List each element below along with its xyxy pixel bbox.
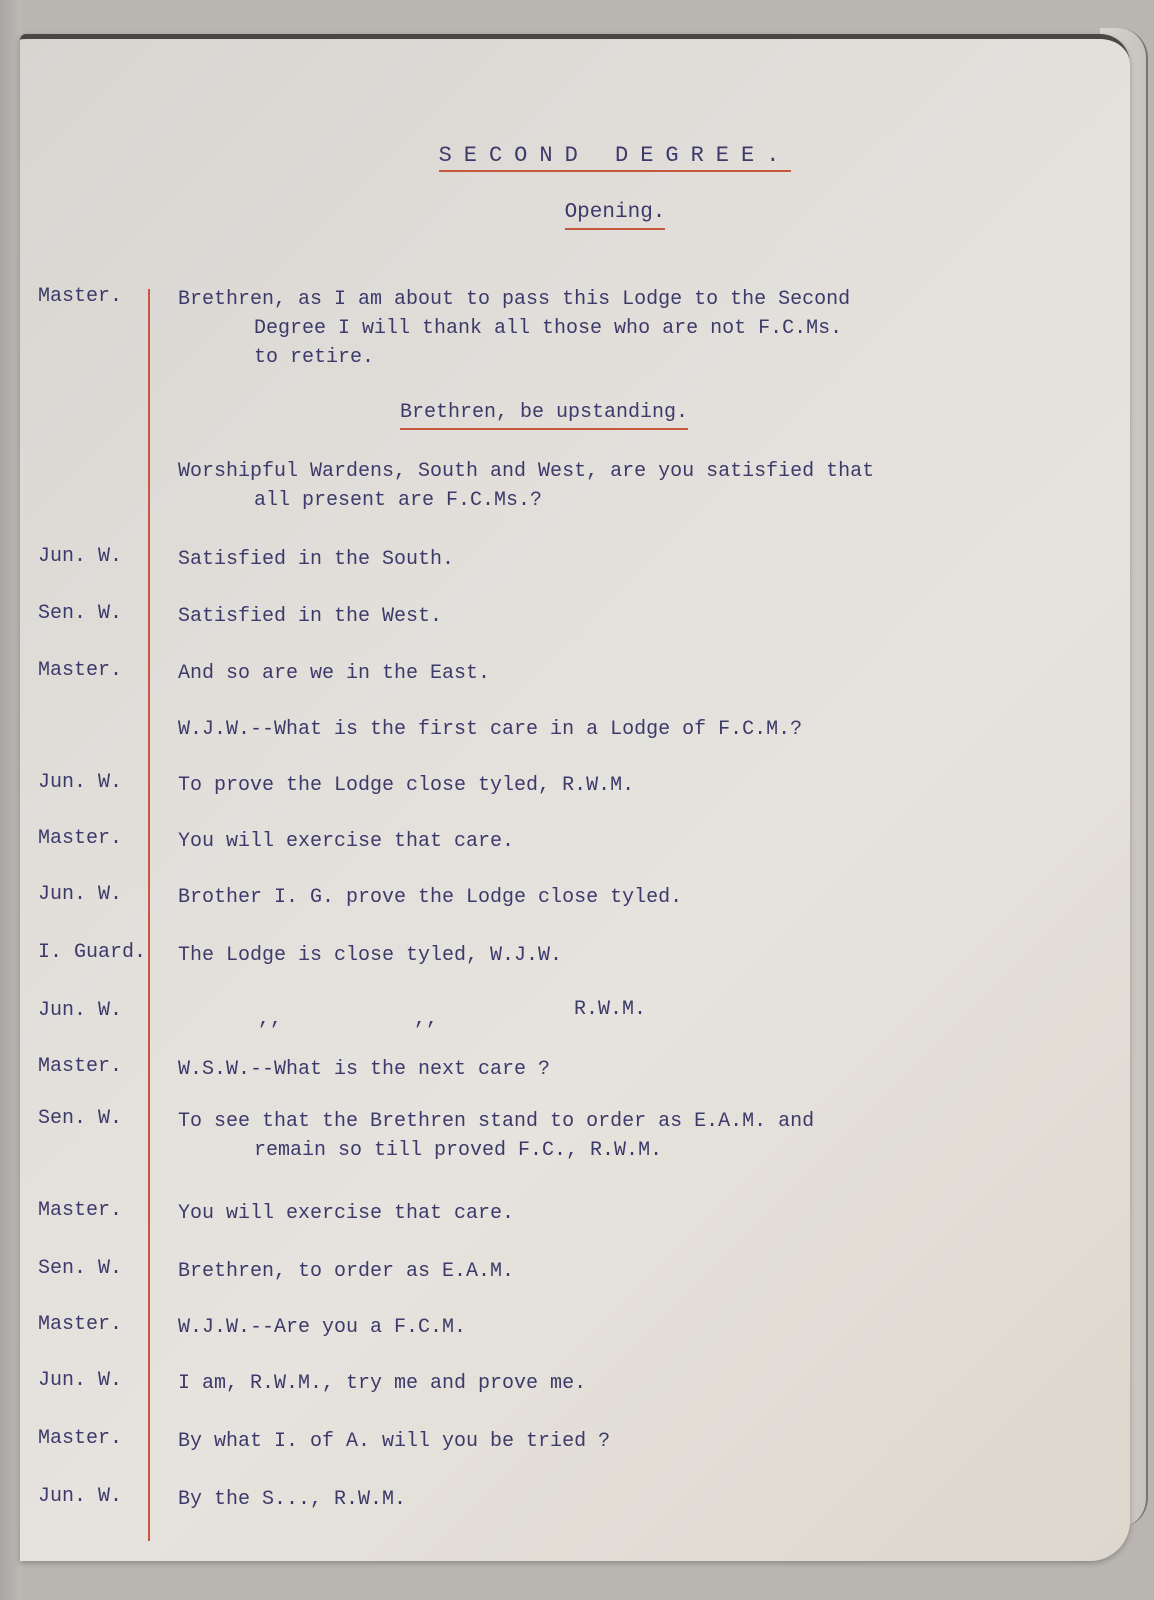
section-subtitle: Opening. [20, 201, 1154, 230]
ditto-mark: ,, [414, 1008, 439, 1031]
speech-text: Brethren, to order as E.A.M. [178, 1260, 515, 1283]
speech-text: Brethren, as I am about to pass this Lodge to the Second Degree I will thank all those who are not F.C.Ms. to retire. [178, 288, 851, 369]
speaker-label: Jun. W. [38, 1369, 123, 1392]
speaker-label: Jun. W. [38, 999, 123, 1022]
speaker-label: Master. [38, 659, 123, 682]
speaker-label: Master. [38, 1313, 123, 1336]
speech-text: To see that the Brethren stand to order as E.A.M. and remain so till proved F.C., R.W.M. [178, 1110, 815, 1162]
speaker-label: Master. [38, 285, 123, 308]
speech-text: You will exercise that care. [178, 1202, 515, 1225]
speaker-label: Jun. W. [38, 883, 123, 906]
ditto-mark: ,, [258, 1008, 283, 1031]
speaker-label: Jun. W. [38, 771, 123, 794]
speaker-label: Jun. W. [38, 545, 123, 568]
margin-rule [148, 289, 150, 1541]
page-title: SECOND DEGREE. [20, 143, 1154, 172]
speech-text: I am, R.W.M., try me and prove me. [178, 1372, 587, 1395]
speaker-label: Master. [38, 1199, 123, 1222]
speaker-label: Sen. W. [38, 602, 123, 625]
speech-text: By what I. of A. will you be tried ? [178, 1430, 611, 1453]
speaker-label: Master. [38, 1427, 123, 1450]
speech-text: To prove the Lodge close tyled, R.W.M. [178, 774, 635, 797]
speech-text: The Lodge is close tyled, W.J.W. [178, 944, 563, 967]
speech-text: Satisfied in the West. [178, 605, 443, 628]
speaker-label: I. Guard. [38, 941, 147, 964]
speaker-label: Jun. W. [38, 1485, 123, 1508]
ditto-suffix: R.W.M. [574, 998, 647, 1021]
speech-text: Satisfied in the South. [178, 548, 455, 571]
speaker-label: Master. [38, 1055, 123, 1078]
speech-text: W.J.W.--What is the first care in a Lodge of F.C.M.? [178, 718, 803, 741]
backdrop [0, 0, 22, 1600]
speech-text: W.S.W.--What is the next care ? [178, 1058, 551, 1081]
upstanding-heading: Brethren, be upstanding. [400, 401, 688, 430]
speaker-label: Sen. W. [38, 1107, 123, 1130]
speaker-label: Sen. W. [38, 1257, 123, 1280]
speech-text: By the S..., R.W.M. [178, 1488, 407, 1511]
speech-text: Worshipful Wardens, South and West, are you satisfied that all present are F.C.Ms.? [178, 460, 875, 512]
speech-text: W.J.W.--Are you a F.C.M. [178, 1316, 467, 1339]
speech-text: Brother I. G. prove the Lodge close tyled. [178, 886, 683, 909]
speaker-label: Master. [38, 827, 123, 850]
typed-page [20, 34, 1130, 1561]
speech-text: You will exercise that care. [178, 830, 515, 853]
speech-text: And so are we in the East. [178, 662, 491, 685]
